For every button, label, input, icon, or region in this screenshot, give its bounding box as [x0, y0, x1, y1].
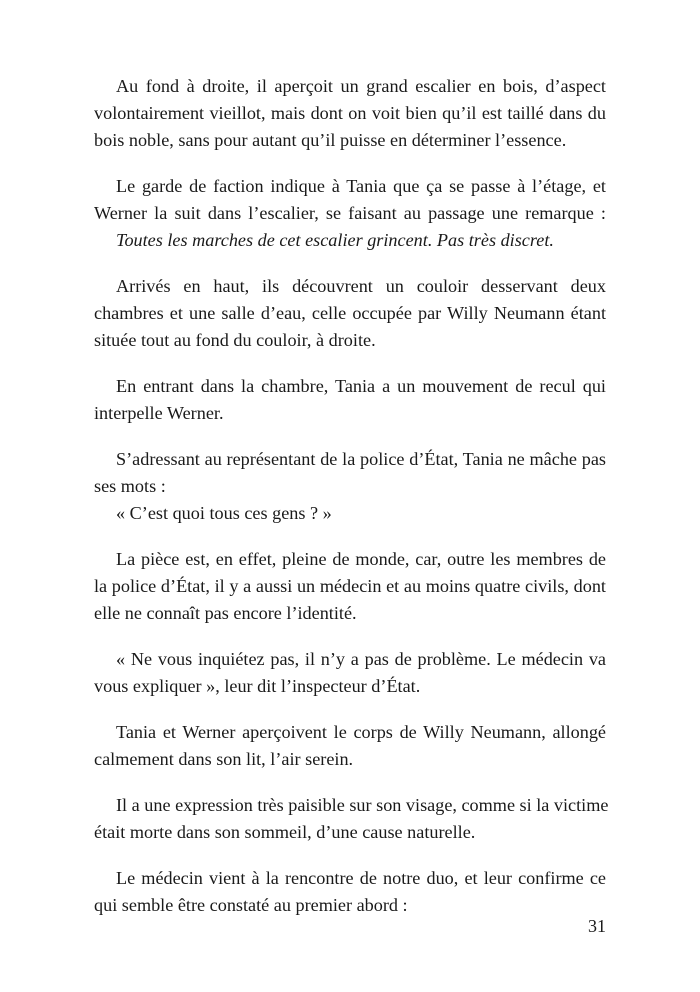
text-line: volontairement vieillot, mais dont on voit bien qu’il est taillé dans du — [94, 103, 606, 123]
page-number: 31 — [588, 916, 606, 936]
paragraph — [94, 73, 606, 154]
dialogue-line: « C’est quoi tous ces gens ? » — [116, 503, 332, 523]
text-line: S’adressant au représentant de la police d’État, Tania ne mâche pas — [116, 449, 606, 469]
text-line: interpelle Werner. — [94, 403, 224, 423]
text-line: bois noble, sans pour autant qu’il puisse en déterminer l’essence. — [94, 130, 567, 150]
text-line: calmement dans son lit, l’air serein. — [94, 749, 354, 769]
text-line: « Ne vous inquiétez pas, il n’y a pas de problème. Le médecin va — [116, 649, 606, 669]
text-line: chambres et une salle d’eau, celle occupée par Willy Neumann étant — [94, 303, 606, 323]
text-line: Arrivés en haut, ils découvrent un couloir desservant deux — [116, 276, 606, 296]
text-line: Il a une expression très paisible sur son visage, comme si la victime — [116, 795, 609, 815]
text-line: Au fond à droite, il aperçoit un grand escalier en bois, d’aspect — [116, 76, 606, 96]
text-line: située tout au fond du couloir, à droite. — [94, 330, 376, 350]
text-line: était morte dans son sommeil, d’une cause naturelle. — [94, 822, 476, 842]
text-line: ses mots : — [94, 476, 166, 496]
paragraph — [94, 719, 606, 773]
paragraph — [94, 546, 606, 627]
page-body — [94, 73, 609, 938]
text-line: elle ne connaît pas encore l’identité. — [94, 603, 357, 623]
paragraph — [94, 173, 606, 254]
paragraph — [94, 373, 606, 427]
text-line: vous expliquer », leur dit l’inspecteur d’État. — [94, 676, 421, 696]
paragraph — [94, 446, 606, 527]
text-line: Le médecin vient à la rencontre de notre duo, et leur confirme ce — [116, 868, 606, 888]
text-line: la police d’État, il y a aussi un médecin et au moins quatre civils, dont — [94, 576, 606, 596]
text-line: Werner la suit dans l’escalier, se faisant au passage une remarque : — [94, 203, 606, 223]
text-line: La pièce est, en effet, pleine de monde, car, outre les membres de — [116, 549, 606, 569]
text-line: En entrant dans la chambre, Tania a un mouvement de recul qui — [116, 376, 606, 396]
paragraph — [94, 865, 606, 919]
text-line: Tania et Werner aperçoivent le corps de Willy Neumann, allongé — [116, 722, 606, 742]
text-line: qui semble être constaté au premier abord : — [94, 895, 408, 915]
text-line: Le garde de faction indique à Tania que ça se passe à l’étage, et — [116, 176, 606, 196]
paragraph — [94, 646, 606, 700]
paragraph — [94, 792, 609, 846]
italic-thought-line: Toutes les marches de cet escalier grincent. Pas très discret. — [116, 230, 554, 250]
paragraph — [94, 273, 606, 354]
